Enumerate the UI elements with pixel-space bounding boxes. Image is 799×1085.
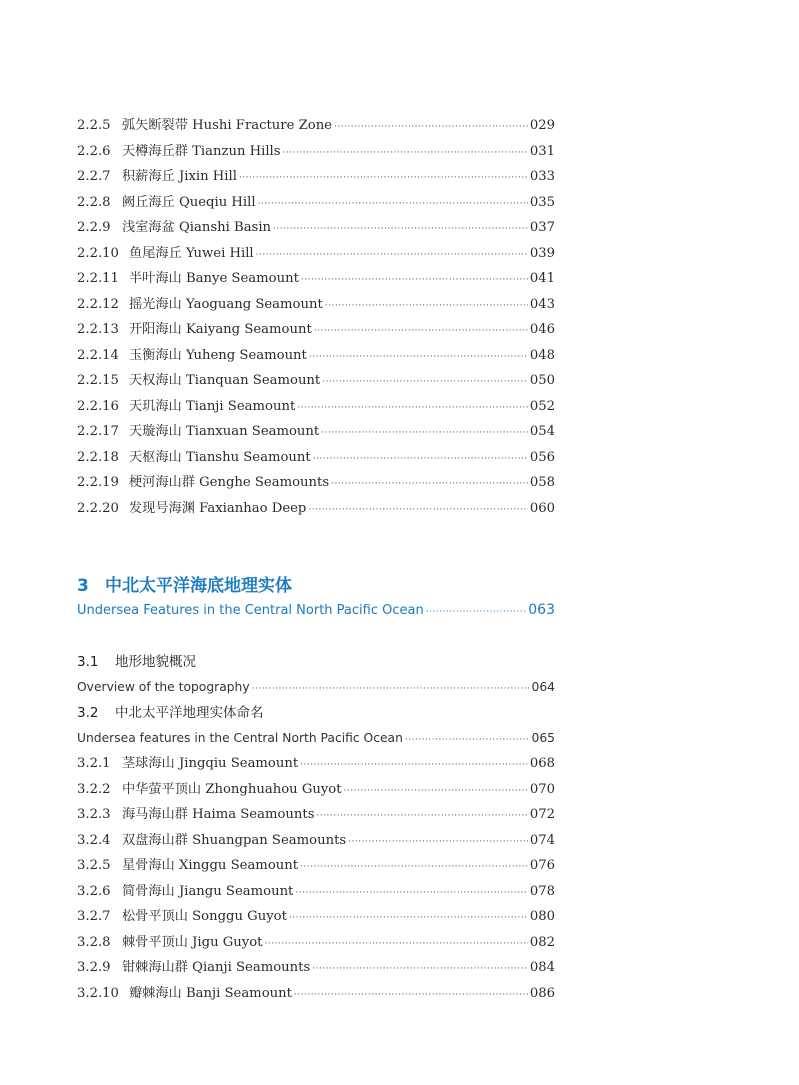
entry-title: 积薪海丘 Jixin Hill: [122, 169, 237, 184]
toc-entry[interactable]: [77, 879, 555, 905]
toc-entry[interactable]: [77, 394, 555, 420]
chapter-number: 3: [77, 576, 89, 596]
dot-leader: [314, 327, 528, 336]
entry-title: 半叶海山 Banye Seamount: [129, 271, 299, 286]
entry-page: 058: [529, 475, 555, 490]
dot-leader: [289, 914, 528, 923]
entry-number: 2.2.15: [77, 373, 119, 388]
dot-leader: [300, 761, 528, 770]
dot-leader: [348, 838, 528, 847]
entry-title: 阙丘海丘 Queqiu Hill: [122, 194, 256, 210]
entry-number: 3.2.9: [77, 960, 111, 975]
toc-entry[interactable]: [77, 470, 555, 496]
entry-page: 056: [529, 449, 555, 465]
toc-bottom-list: [77, 751, 555, 1006]
entry-number: 2.2.19: [77, 475, 119, 490]
entry-page: 086: [529, 985, 555, 1001]
toc-entry[interactable]: [77, 828, 555, 854]
entry-number: 3.2.7: [77, 909, 111, 924]
entry-title: 天权海山 Tianquan Seamount: [129, 373, 321, 388]
dot-leader: [300, 863, 528, 872]
section-number: 3.1: [77, 654, 99, 670]
dot-leader: [283, 149, 528, 158]
chapter-title-en: Undersea Features in the Central North Pacific Ocean: [77, 603, 424, 618]
section-headings: [77, 649, 555, 751]
toc-entry[interactable]: [77, 904, 555, 930]
toc-entry[interactable]: [77, 139, 555, 165]
toc-entry[interactable]: [77, 419, 555, 445]
section-title: 中北太平洋地理实体命名: [115, 705, 264, 721]
toc-entry[interactable]: [77, 853, 555, 879]
section-page: 064: [531, 680, 555, 694]
dot-leader: [294, 991, 528, 1000]
entry-page: 048: [529, 347, 555, 363]
entry-title: 摇光海山 Yaoguang Seamount: [129, 296, 323, 312]
entry-number: 2.2.10: [77, 245, 119, 261]
dot-leader: [321, 429, 528, 438]
entry-page: 031: [529, 143, 555, 159]
entry-page: 050: [529, 373, 555, 388]
dot-leader: [312, 965, 528, 974]
entry-page: 035: [529, 194, 555, 210]
section-title-en: Overview of the topography: [77, 680, 250, 694]
section-title: 地形地貌概况: [115, 654, 196, 670]
dot-leader: [316, 812, 527, 821]
entry-number: 3.2.2: [77, 781, 111, 797]
entry-title: 瓣棘海山 Banji Seamount: [129, 985, 292, 1001]
entry-title: 鱼尾海丘 Yuwei Hill: [129, 245, 254, 261]
entry-number: 2.2.18: [77, 449, 119, 465]
dot-leader: [256, 251, 528, 260]
toc-entry[interactable]: [77, 292, 555, 318]
section-title-en: Undersea features in the Central North Pacific Ocean: [77, 731, 403, 745]
entry-title: 天玑海山 Tianji Seamount: [129, 398, 296, 414]
entry-page: 078: [529, 883, 555, 899]
entry-number: 2.2.6: [77, 143, 111, 159]
entry-number: 2.2.13: [77, 322, 119, 337]
entry-title: 开阳海山 Kaiyang Seamount: [129, 322, 312, 337]
dot-leader: [405, 736, 530, 745]
entry-number: 2.2.16: [77, 398, 119, 414]
dot-leader: [264, 940, 527, 949]
entry-title: 松骨平顶山 Songgu Guyot: [122, 909, 287, 924]
dot-leader: [258, 200, 528, 209]
dot-leader: [308, 506, 527, 515]
section-number: 3.2: [77, 705, 99, 721]
toc-entry[interactable]: [77, 981, 555, 1007]
dot-leader: [325, 302, 528, 311]
entry-page: 084: [529, 960, 555, 975]
entry-number: 3.2.4: [77, 832, 111, 848]
entry-page: 043: [529, 296, 555, 312]
section-heading[interactable]: [77, 700, 555, 726]
toc-entry[interactable]: [77, 343, 555, 369]
toc-entry[interactable]: [77, 955, 555, 981]
entry-page: 082: [529, 934, 555, 950]
entry-page: 054: [529, 424, 555, 439]
section-en-entry[interactable]: [77, 675, 555, 700]
dot-leader: [309, 353, 528, 362]
entry-number: 2.2.14: [77, 347, 119, 363]
entry-title: 茎球海山 Jingqiu Seamount: [122, 756, 299, 771]
dot-leader: [322, 378, 528, 387]
toc-entry[interactable]: [77, 777, 555, 803]
entry-page: 076: [529, 858, 555, 873]
section-page: 065: [531, 731, 555, 745]
entry-number: 3.2.6: [77, 883, 111, 899]
entry-page: 060: [529, 500, 555, 516]
toc-entry[interactable]: [77, 241, 555, 267]
entry-title: 浅室海盆 Qianshi Basin: [122, 220, 272, 235]
entry-page: 041: [529, 271, 555, 286]
entry-title: 钳棘海山群 Qianji Seamounts: [122, 960, 311, 975]
chapter-title[interactable]: [77, 574, 555, 598]
entry-number: 3.2.5: [77, 858, 111, 873]
entry-number: 3.2.8: [77, 934, 111, 950]
chapter-title-text: 中北太平洋海底地理实体: [105, 576, 292, 596]
chapter-page: 063: [528, 602, 555, 618]
entry-number: 2.2.5: [77, 118, 111, 133]
entry-page: 029: [529, 118, 555, 133]
toc-entry[interactable]: [77, 164, 555, 190]
entry-title: 双盘海山群 Shuangpan Seamounts: [122, 832, 347, 848]
toc-entry[interactable]: [77, 317, 555, 343]
entry-number: 3.2.10: [77, 985, 119, 1001]
dot-leader: [334, 123, 528, 132]
dot-leader: [426, 608, 527, 617]
section-heading[interactable]: [77, 649, 555, 675]
entry-page: 068: [529, 756, 555, 771]
entry-page: 046: [529, 322, 555, 337]
toc-entry[interactable]: [77, 266, 555, 292]
entry-title: 简骨海山 Jiangu Seamount: [122, 883, 294, 899]
dot-leader: [239, 174, 528, 183]
dot-leader: [297, 404, 528, 413]
dot-leader: [331, 480, 528, 489]
entry-number: 2.2.11: [77, 271, 119, 286]
entry-title: 海马海山群 Haima Seamounts: [122, 807, 315, 822]
entry-title: 天樽海丘群 Tianzun Hills: [122, 143, 281, 159]
entry-page: 039: [529, 245, 555, 261]
dot-leader: [273, 225, 528, 234]
entry-number: 3.2.1: [77, 756, 111, 771]
entry-page: 033: [529, 169, 555, 184]
entry-title: 玉衡海山 Yuheng Seamount: [129, 347, 307, 363]
entry-number: 2.2.8: [77, 194, 111, 210]
entry-title: 发现号海渊 Faxianhao Deep: [129, 500, 307, 516]
dot-leader: [295, 889, 527, 898]
entry-number: 2.2.20: [77, 500, 119, 516]
entry-page: 070: [529, 781, 555, 797]
entry-number: 2.2.7: [77, 169, 111, 184]
entry-number: 2.2.17: [77, 424, 119, 439]
entry-number: 3.2.3: [77, 807, 111, 822]
toc-entry[interactable]: [77, 802, 555, 828]
entry-page: 072: [529, 807, 555, 822]
entry-page: 052: [529, 398, 555, 414]
entry-page: 037: [529, 220, 555, 235]
dot-leader: [344, 787, 528, 796]
section-en-entry[interactable]: [77, 726, 555, 751]
toc-entry[interactable]: [77, 751, 555, 777]
entry-title: 弧矢断裂带 Hushi Fracture Zone: [122, 118, 332, 133]
entry-title: 天枢海山 Tianshu Seamount: [129, 449, 311, 465]
toc-entry[interactable]: [77, 215, 555, 241]
entry-page: 074: [529, 832, 555, 848]
dot-leader: [313, 455, 528, 464]
entry-number: 2.2.9: [77, 220, 111, 235]
toc-entry[interactable]: [77, 190, 555, 216]
chapter-heading: [77, 574, 555, 622]
entry-title: 星骨海山 Xinggu Seamount: [122, 858, 299, 873]
chapter-title-en-entry[interactable]: [77, 598, 555, 622]
dot-leader: [301, 276, 528, 285]
entry-page: 080: [529, 909, 555, 924]
entry-number: 2.2.12: [77, 296, 119, 312]
toc-top-list: [77, 113, 555, 521]
toc-entry[interactable]: [77, 113, 555, 139]
toc-entry[interactable]: [77, 445, 555, 471]
toc-entry[interactable]: [77, 496, 555, 522]
entry-title: 天璇海山 Tianxuan Seamount: [129, 424, 320, 439]
dot-leader: [252, 685, 530, 694]
entry-title: 梗河海山群 Genghe Seamounts: [129, 475, 330, 490]
toc-entry[interactable]: [77, 368, 555, 394]
entry-title: 棘骨平顶山 Jigu Guyot: [122, 934, 263, 950]
entry-title: 中华萤平顶山 Zhonghuahou Guyot: [122, 781, 342, 797]
toc-entry[interactable]: [77, 930, 555, 956]
